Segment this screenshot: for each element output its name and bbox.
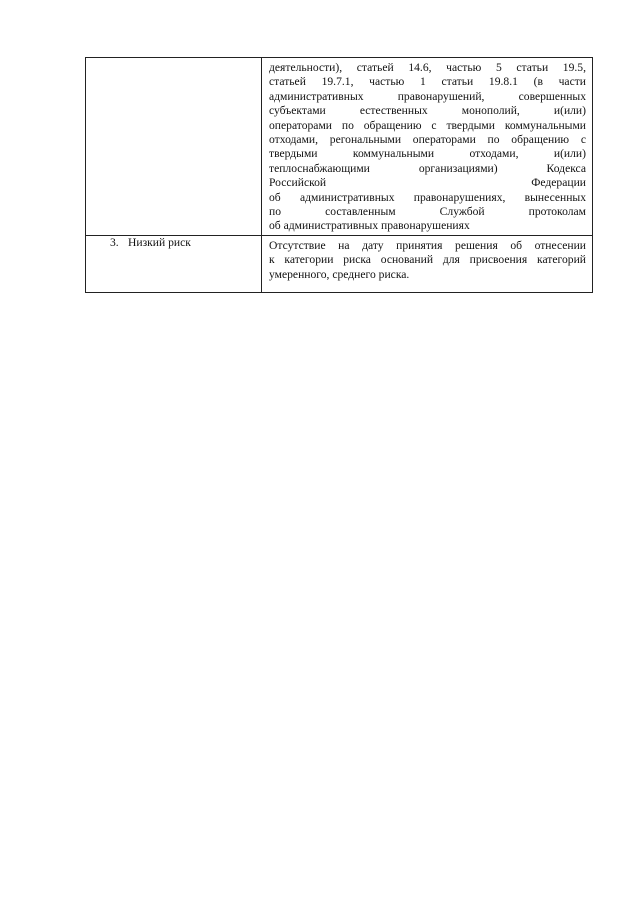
table-cell-empty <box>86 58 262 236</box>
text-line: операторами по обращению с твердыми коммунальными <box>269 118 586 132</box>
text-line: деятельности), статьей 14.6, частью 5 статьи 19.5, <box>269 61 586 74</box>
text-line: субъектами естественных монополий, и(или) <box>269 104 586 118</box>
text-line: Российской Федерации <box>269 176 586 190</box>
text-line: Отсутствие на дату принятия решения об отнесении <box>269 238 586 252</box>
text-line: к категории риска оснований для присвоения категорий <box>269 253 586 267</box>
criteria-text <box>262 58 592 235</box>
text-line: административных правонарушений, совершенных <box>269 89 586 103</box>
category-label <box>86 236 261 250</box>
risk-category-table <box>85 57 593 293</box>
text-line: по составленным Службой протоколам <box>269 205 586 219</box>
table-row <box>86 58 593 236</box>
table-cell-criteria <box>262 235 593 292</box>
text-line: статьей 19.7.1, частью 1 статьи 19.8.1 (в части <box>269 75 586 89</box>
table-cell-category <box>86 235 262 292</box>
text-line: об административных правонарушениях, вынесенных <box>269 190 586 204</box>
row-number: 3. <box>110 235 119 249</box>
category-name: Низкий риск <box>128 235 191 249</box>
criteria-text <box>262 236 592 283</box>
text-line: твердыми коммунальными отходами, и(или) <box>269 147 586 161</box>
text-line: умеренного, среднего риска. <box>269 267 410 281</box>
text-line: отходами, регональными операторами по обращению с <box>269 133 586 147</box>
table-row-low-risk <box>86 235 593 292</box>
text-line: теплоснабжающими организациями) Кодекса <box>269 161 586 175</box>
table-cell-criteria <box>262 58 593 236</box>
text-line: об административных правонарушениях <box>269 219 470 233</box>
